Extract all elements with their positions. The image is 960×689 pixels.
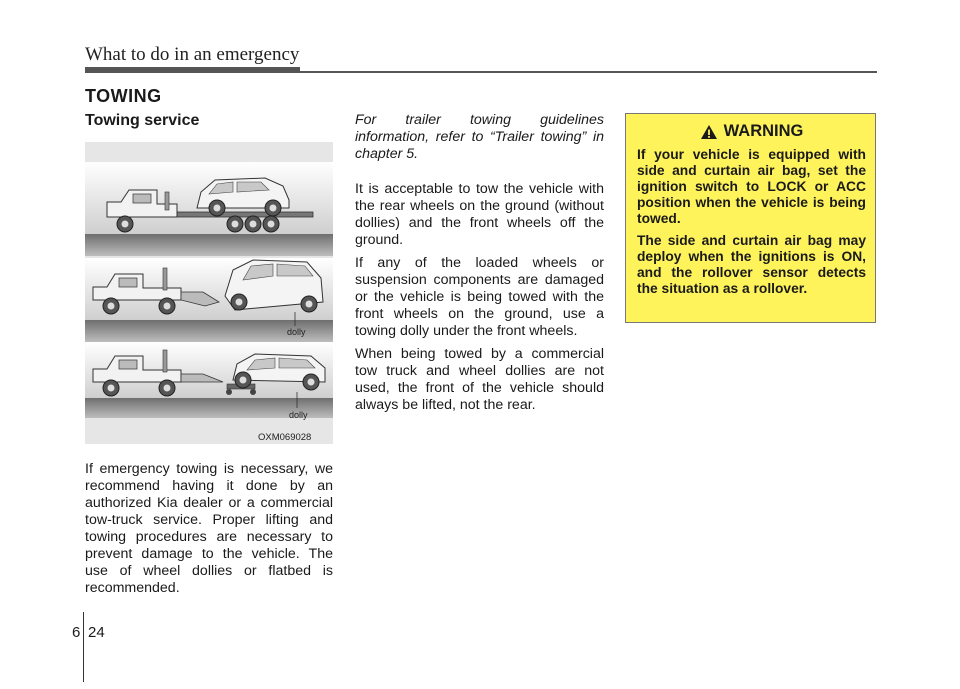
- towing-illustration: [85, 142, 333, 444]
- chapter-number: 6: [72, 624, 81, 641]
- warning-box: [625, 113, 876, 323]
- warning-title: WARNING: [723, 122, 804, 140]
- footer-divider: [83, 612, 84, 682]
- figure-code: OXM069028: [258, 432, 312, 443]
- dolly-label: dolly: [289, 410, 308, 420]
- wheel-dolly-tow-scene: [85, 342, 333, 418]
- body-paragraph: When being towed by a commercial tow truck and wheel dollies are not used, the front of the vehicle should always be lifted, not the rear.: [355, 346, 604, 413]
- page-header-title: What to do in an emergency: [85, 44, 300, 65]
- warning-header: [637, 122, 866, 141]
- page-number: 24: [88, 624, 105, 641]
- header-rule: [85, 71, 877, 73]
- warning-paragraph: The side and curtain air bag may deploy when the ignitions is ON, and the rollover sensor detects the situation as a rollover.: [637, 233, 866, 296]
- trailer-towing-note: For trailer towing guidelines information, refer to “Trailer towing” in chapter 5.: [355, 112, 604, 162]
- warning-triangle-icon: [700, 124, 718, 140]
- body-paragraph: It is acceptable to tow the vehicle with the rear wheels on the ground (without dollies) and the front wheels off the ground.: [355, 181, 604, 248]
- body-paragraph: If any of the loaded wheels or suspension components are damaged or the vehicle is being towed with the front wheels on the ground, use a towing dolly under the front wheels.: [355, 255, 604, 339]
- section-title: TOWING: [85, 86, 162, 106]
- flatbed-tow-scene: [85, 162, 333, 256]
- warning-paragraph: If your vehicle is equipped with side and curtain air bag, set the ignition switch to LOCK or ACC position when the vehicle is being towed.: [637, 147, 866, 226]
- towing-service-paragraph: If emergency towing is necessary, we recommend having it done by an authorized Kia dealer or a commercial tow-truck service. Proper lifting and towing procedures are necessary to prevent damage to the vehicle. The use of wheel dollies or flatbed is recommended.: [85, 461, 333, 596]
- towing-service-heading: Towing service: [85, 112, 200, 129]
- dolly-label: dolly: [287, 327, 306, 337]
- column-2: [355, 112, 604, 420]
